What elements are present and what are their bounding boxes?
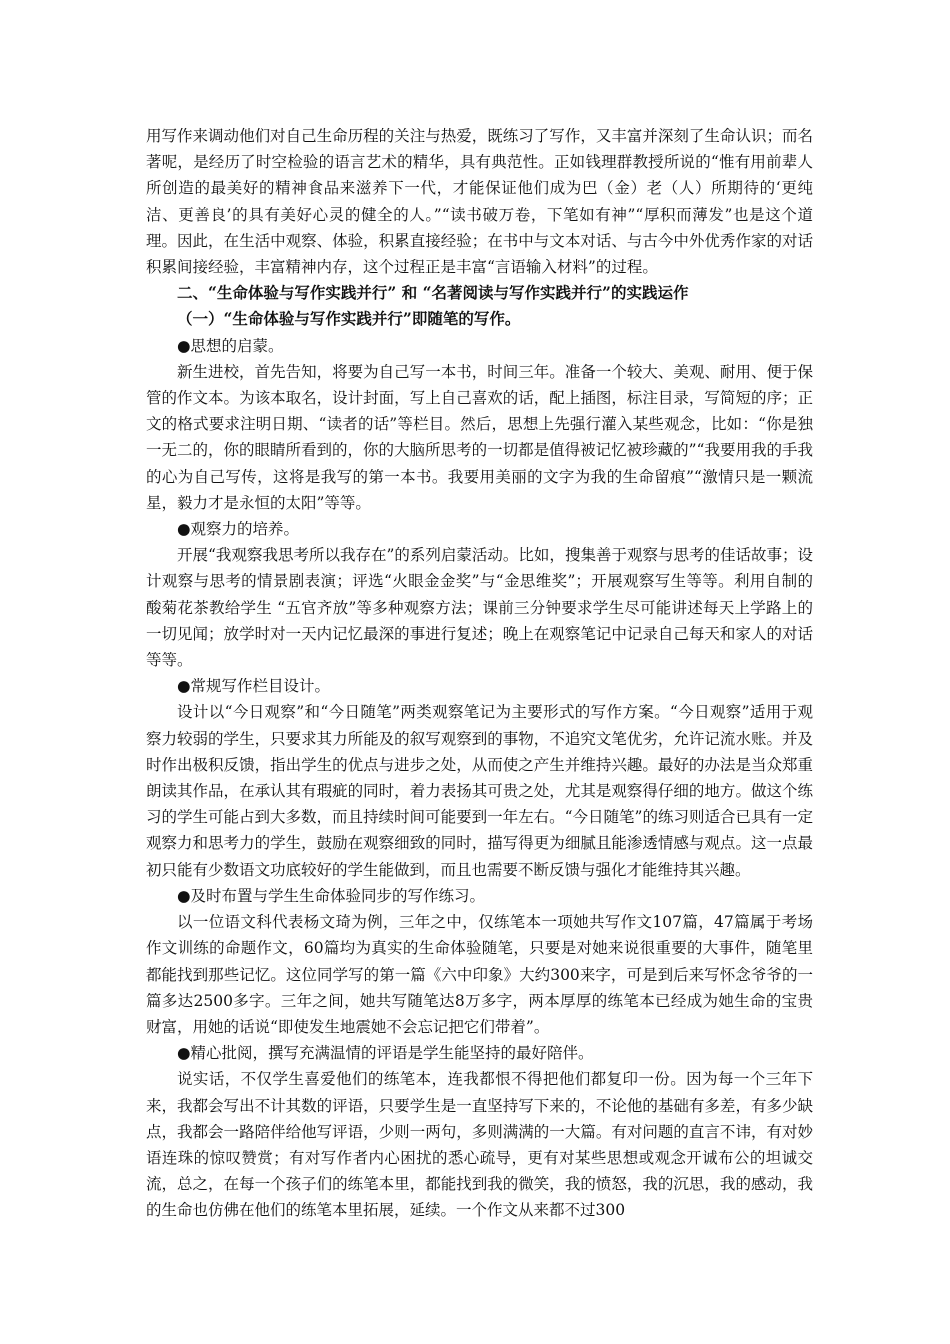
paragraph-careful-review: 说实话，不仅学生喜爱他们的练笔本，连我都恨不得把他们都复印一份。因为每一个三年下来，我都会写出不计其数的评语，只要学生是一直坚持写下来的，不论他的基础有多差，有多少缺点，我都会一路陪伴给他写评语，少则一两句，多则满满的一大篇。有对问题的直言不讳，有对妙语连珠的惊叹赞赏；有对写作者内心困扰的悉心疏导，更有对某些思想或观念开诚布公的坦诚交流，总之，在每一个孩子们的练笔本里，都能找到我的微笑，我的愤怒，我的沉思，我的感动，我的生命也仿佛在他们的练笔本里拓展，延续。一个作文从来都不过300 [146, 1070, 813, 1220]
paragraph-enlightenment: 新生进校，首先告知，将要为自己写一本书，时间三年。准备一个较大、美观、耐用、便于保管的作文本。为该本取名，设计封面，写上自己喜欢的话，配上插图，标注目录，写简短的序；正文的格式要求注明日期、“读者的话”等栏目。然后，思想上先强行灌入某些观念，比如：“你是独一无二的，你的眼睛所看到的，你的大脑所思考的一切都是值得被记忆被珍藏的”“我要用我的手我的心为自己写传，这将是我写的第一本书。我要用美丽的文字为我的生命留痕”“激情只是一颗流星，毅力才是永恒的太阳”等等。 [146, 362, 813, 512]
bullet-careful-review: ●精心批阅，撰写充满温情的评语是学生能坚持的最好陪伴。 [177, 1044, 594, 1063]
bullet-observation: ●观察力的培养。 [177, 520, 300, 539]
document-body [146, 123, 813, 1224]
bullet-timely-practice: ●及时布置与学生生命体验同步的写作练习。 [177, 886, 486, 905]
paragraph-observation: 开展“我观察我思考所以我存在”的系列启蒙活动。比如，搜集善于观察与思考的佳话故事；设计观察与思考的情景剧表演；评选“火眼金金奖”与“金思维奖”；开展观察写生等等。利用自制的酸菊花茶教给学生 “五官齐放”等多种观察方法；课前三分钟要求学生尽可能讲述每天上学路上的一切见闻；放学时对一天内记忆最深的事进行复述；晚上在观察笔记中记录自己每天和家人的对话等等。 [146, 546, 813, 670]
paragraph-intro: 用写作来调动他们对自己生命历程的关注与热爱，既练习了写作，又丰富并深刻了生命认识；而名著呢，是经历了时空检验的语言艺术的精华，具有典范性。正如钱理群教授所说的“惟有用前辈人所创造的最美好的精神食品来滋养下一代，才能保证他们成为巴（金）老（人）所期待的‘更纯洁、更善良’的具有美好心灵的健全的人。”“读书破万卷，下笔如有神”“厚积而薄发”也是这个道理。因此，在生活中观察、体验，积累直接经验；在书中与文本对话、与古今中外优秀作家的对话积累间接经验，丰富精神内存，这个过程正是丰富“言语输入材料”的过程。 [146, 127, 813, 277]
paragraph-column-design: 设计以“今日观察”和“今日随笔”两类观察笔记为主要形式的写作方案。“今日观察”适用于观察力较弱的学生，只要求其力所能及的叙写观察到的事物，不追究文笔优劣，允许记流水账。并及时作出极积反馈，指出学生的优点与进步之处，从而使之产生并维持兴趣。最好的办法是当众郑重朗读其作品，在承认其有瑕疵的同时，着力表扬其可贵之处，尤其是观察得仔细的地方。做这个练习的学生可能占到大多数，而且持续时间可能要到一年左右。“今日随笔”的练习则适合已具有一定观察力和思考力的学生，鼓励在观察细致的同时，描写得更为细腻且能渗透情感与观点。这一点最初只能有少数语文功底较好的学生能做到，而且也需要不断反馈与强化才能维持其兴趣。 [146, 703, 813, 879]
bullet-enlightenment: ●思想的启蒙。 [177, 336, 284, 355]
bullet-column-design: ●常规写作栏目设计。 [177, 677, 331, 696]
section-heading: 二、“生命体验与写作实践并行” 和 “名著阅读与写作实践并行”的实践运作 [177, 283, 689, 303]
subsection-heading: （一）“生命体验与写作实践并行”即随笔的写作。 [177, 309, 521, 329]
paragraph-timely-practice: 以一位语文科代表杨文琦为例，三年之中，仅练笔本一项她共写作文107篇，47篇属于考场作文训练的命题作文，60篇均为真实的生命体验随笔，只要是对她来说很重要的大事件，随笔里都能找到那些记忆。这位同学写的第一篇《六中印象》大约300来字，可是到后来写怀念爷爷的一篇多达2500多字。三年之间，她共写随笔达8万多字，两本厚厚的练笔本已经成为她生命的宝贵财富，用她的话说“即使发生地震她不会忘记把它们带着”。 [146, 913, 813, 1036]
